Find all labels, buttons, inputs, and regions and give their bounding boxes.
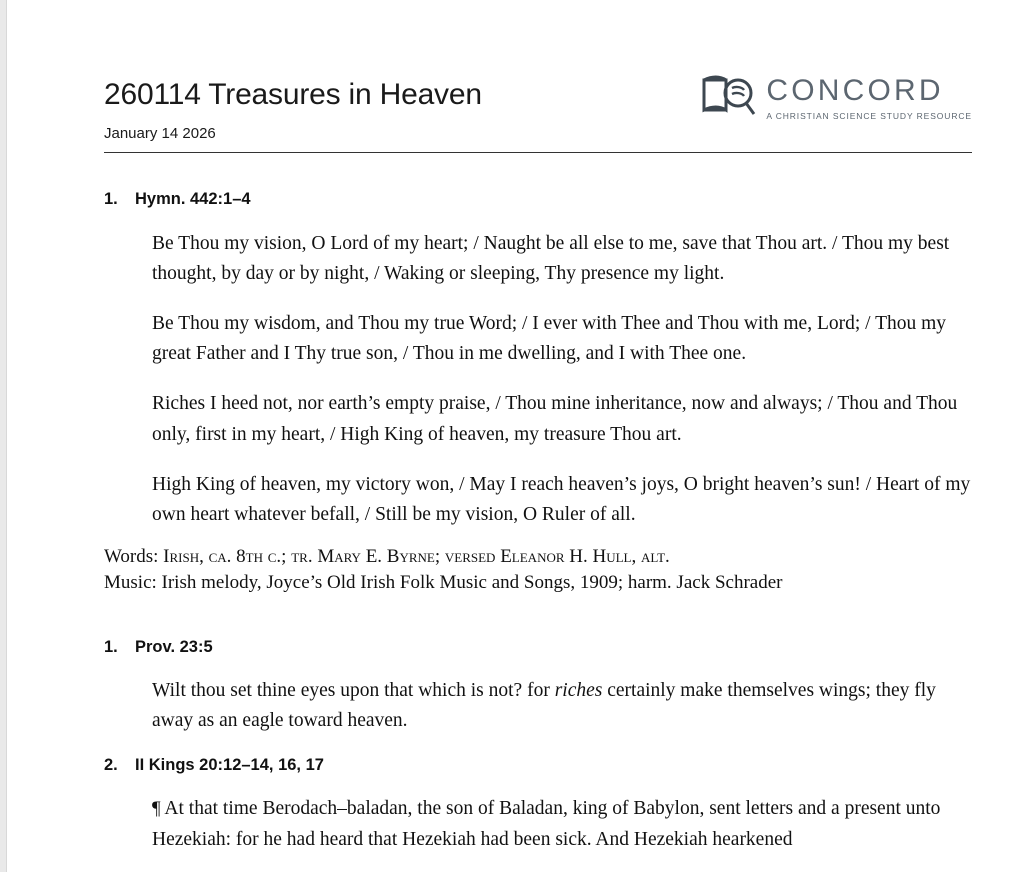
hymn-credits [104, 544, 972, 595]
pilcrow-icon: ¶ [152, 798, 161, 820]
prov-passage [152, 676, 972, 736]
concord-logo [700, 74, 972, 121]
document-date: January 14 2026 [104, 124, 216, 142]
prov-text-after: certainly make themselves wings; they fly away as an eagle toward heaven. [152, 680, 936, 732]
page-title: 260114 Treasures in Heaven [104, 78, 482, 111]
section-number: 1. [104, 637, 118, 656]
hymn-credit-words [104, 544, 972, 570]
hymn-credit-words-value: Irish, ca. 8th c.; tr. Mary E. Byrne; versed Eleanor H. Hull, alt. [163, 546, 670, 568]
section-hymn [104, 190, 972, 596]
section-number: 2. [104, 755, 118, 774]
document-content [104, 0, 972, 872]
prov-text-before: Wilt thou set thine eyes upon that which is not? for [152, 680, 555, 702]
open-book-icon [700, 74, 756, 118]
ii-kings-text: At that time Berodach–baladan, the son of Baladan, king of Babylon, sent letters and a present unto Hezekiah: for he had heard that Hezekiah had been sick. And Hezekiah hearkened [152, 798, 941, 850]
hymn-body [152, 229, 972, 531]
section-heading-prov [104, 638, 972, 657]
section-number: 1. [104, 190, 118, 208]
hymn-verse-3: Riches I heed not, nor earth’s empty praise, / Thou mine inheritance, now and always; / Thou and Thou only, first in my heart, / High King of heaven, my treasure Thou art. [152, 393, 958, 445]
prov-body [152, 676, 972, 736]
hymn-credit-words-label: Words: [104, 546, 164, 568]
brand-name: CONCORD [766, 74, 944, 107]
section-title: II Kings 20:12–14, 16, 17 [135, 755, 324, 774]
header-divider [104, 152, 972, 153]
prov-text-italic: riches [554, 680, 603, 702]
section-heading-hymn [104, 190, 972, 209]
hymn-credit-music: Music: Irish melody, Joyce’s Old Irish Folk Music and Songs, 1909; harm. Jack Schrader [104, 571, 783, 593]
section-heading-ii-kings [104, 756, 972, 775]
ii-kings-body [152, 794, 972, 854]
section-ii-kings [104, 756, 972, 855]
section-title: Hymn. 442:1–4 [135, 190, 251, 208]
hymn-verse-4: High King of heaven, my victory won, / May I reach heaven’s joys, O bright heaven’s sun! / Heart of my own heart whatever befall, / Still be my vision, O Ruler of all. [152, 473, 971, 526]
brand-tagline: A CHRISTIAN SCIENCE STUDY RESOURCE [766, 111, 972, 121]
section-prov [104, 638, 972, 737]
ii-kings-passage [152, 794, 972, 854]
hymn-verse-2: Be Thou my wisdom, and Thou my true Word; / I ever with Thee and Thou with me, Lord; / Thou my great Father and I Thy true son, / Thou in me dwelling, and I with Thee one. [152, 312, 947, 365]
section-spacer [104, 596, 972, 622]
document-header [104, 0, 972, 174]
section-title: Prov. 23:5 [135, 637, 213, 656]
brand-text-block [766, 74, 972, 121]
hymn-verse-1: Be Thou my vision, O Lord of my heart; / Naught be all else to me, save that Thou art. / Thou my best thought, by day or by night, / Waking or sleeping, Thy presence my light. [152, 232, 950, 284]
page-left-margin-strip [0, 0, 7, 872]
